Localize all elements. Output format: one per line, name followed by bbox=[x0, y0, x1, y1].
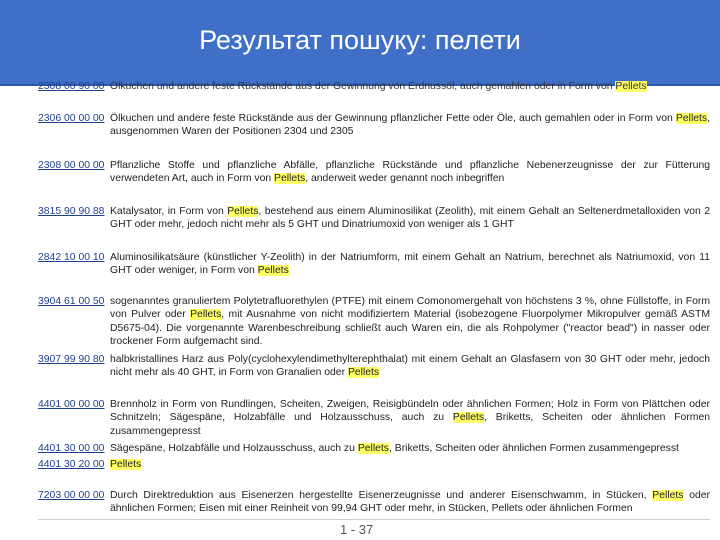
result-text: oder ähnlichen Formen; Eisen mit einer Reinheit von 99,94 GHT oder mehr, in Stücken, Pellets oder ähnlichen Formen bbox=[110, 490, 710, 515]
result-code-link[interactable]: 2308 00 90 00 bbox=[38, 81, 105, 92]
result-code-link[interactable]: 3907 99 90 80 bbox=[38, 354, 105, 365]
result-text: , mit Ausnahme von nicht modifiziertem Material (isobezogene Fluorpolymer Mikropulver gemäß ASTM D5675-04). Die vorgenannte Warenbeschreibung schließt auch Waren ein, die als Rohpolymer ("reactor bead") in nasser oder trockener Form aufgemacht sind. bbox=[110, 309, 710, 348]
search-highlight: Pellets bbox=[675, 113, 708, 124]
result-text: Olkuchen und andere feste Rückstände aus der Gewinnung von Erdnussöl, auch gemahlen oder in Form von bbox=[110, 81, 616, 92]
result-description bbox=[110, 159, 710, 186]
result-text: Durch Direktreduktion aus Eisenerzen hergestellte Eisenerzeugnisse und anderer Eisenschwamm, in Stücken, bbox=[110, 490, 653, 501]
result-code-link[interactable]: 4401 30 00 00 bbox=[38, 443, 105, 454]
result-description bbox=[110, 398, 710, 438]
result-text: , Briketts, Scheiten oder ähnlichen Formen zusammengepresst bbox=[110, 412, 710, 437]
search-results-list bbox=[38, 64, 710, 520]
result-description bbox=[110, 80, 710, 93]
result-code-link[interactable]: 4401 00 00 00 bbox=[38, 399, 105, 410]
result-text: , bestehend aus einem Aluminosilikat (Zeolith), mit einem Gehalt an Seltenerdmetalloxiden von 2 GHT oder mehr, jedoch nicht mehr als 5 GHT und Dinatriumoxid von weniger als 1 GHT bbox=[110, 206, 710, 231]
result-description bbox=[110, 353, 710, 380]
result-text: , anderweit weder genannt noch inbegriffen bbox=[305, 173, 505, 185]
search-highlight: Pellets bbox=[452, 412, 485, 424]
search-highlight: Pellets bbox=[652, 490, 684, 501]
result-code-link[interactable]: 2308 00 00 00 bbox=[38, 160, 105, 171]
result-item bbox=[38, 80, 710, 93]
result-item bbox=[38, 159, 710, 186]
search-highlight: Pellets bbox=[110, 459, 142, 470]
result-code-link[interactable]: 2306 00 00 00 bbox=[38, 113, 105, 124]
result-item bbox=[38, 251, 710, 278]
search-highlight: Pellets bbox=[257, 265, 289, 277]
result-text: Katalysator, in Form von bbox=[110, 206, 228, 217]
result-text: sogenanntes granuliertem Polytetrafluorethylen (PTFE) mit einem Comonomergehalt von höchstens 3 %, ohne Füllstoffe, in Form von Pulver oder bbox=[110, 296, 710, 321]
result-description bbox=[110, 442, 710, 455]
result-description bbox=[110, 251, 710, 278]
result-text: Sägespäne, Holzabfälle und Holzausschuss, auch zu bbox=[110, 443, 358, 454]
result-text: Aluminosilikatsäure (künstlicher Y-Zeolith) in der Natriumform, mit einem Gehalt an Natrium, berechnet als Natriumoxid, von 11 GHT oder weniger, in Form von bbox=[110, 252, 710, 277]
page-number: 1 - 37 bbox=[340, 522, 374, 537]
result-description bbox=[110, 295, 710, 349]
result-text: , Briketts, Scheiten oder ähnlichen Formen zusammengepresst bbox=[389, 443, 679, 454]
result-description bbox=[110, 489, 710, 516]
result-description bbox=[110, 205, 710, 232]
search-highlight: Pellets bbox=[227, 206, 259, 217]
result-text: halbkristallines Harz aus Poly(cyclohexylendimethylterephthalat) mit einem Gehalt an Glasfasern von 30 GHT oder mehr, jedoch nicht mehr als 40 GHT, in Form von Granalien oder bbox=[110, 354, 710, 379]
result-item bbox=[38, 489, 710, 516]
search-highlight: Pellets bbox=[615, 81, 647, 92]
result-text: Pflanzliche Stoffe und pflanzliche Abfälle, pflanzliche Rückstände und pflanzliche Nebenerzeugnisse der zur Fütterung verwendeten Art, auch in Form von bbox=[110, 160, 710, 185]
result-text: Ölkuchen und andere feste Rückstände aus der Gewinnung pflanzlicher Fette oder Öle, auch gemahlen oder in Form von bbox=[110, 113, 676, 124]
result-description bbox=[110, 458, 710, 471]
divider bbox=[38, 519, 710, 520]
search-highlight: Pellets bbox=[274, 173, 306, 185]
result-code-link[interactable]: 4401 30 20 00 bbox=[38, 459, 105, 470]
result-text: , ausgenommen Waren der Positionen 2304 und 2305 bbox=[110, 113, 710, 138]
result-item bbox=[38, 205, 710, 232]
result-item bbox=[38, 442, 710, 455]
result-text: Brennholz in Form von Rundlingen, Scheiten, Zweigen, Reisigbündeln oder ähnlichen Formen; Holz in Form von Plättchen oder Schnitzeln; Sägespäne, Holzabfälle und Holzausschuss, auch zu bbox=[110, 399, 710, 424]
result-item bbox=[38, 112, 710, 139]
result-code-link[interactable]: 2842 10 00 10 bbox=[38, 252, 105, 263]
result-description bbox=[110, 112, 710, 139]
result-item bbox=[38, 353, 710, 380]
result-item bbox=[38, 398, 710, 438]
result-code-link[interactable]: 3904 61 00 50 bbox=[38, 296, 105, 307]
result-code-link[interactable]: 7203 00 00 00 bbox=[38, 490, 105, 501]
result-code-link[interactable]: 3815 90 90 88 bbox=[38, 206, 105, 217]
result-item bbox=[38, 295, 710, 349]
search-highlight: Pellets bbox=[347, 367, 380, 379]
search-highlight: Pellets bbox=[357, 443, 389, 454]
search-highlight: Pellets bbox=[190, 309, 222, 321]
result-item bbox=[38, 458, 710, 471]
page-title: Результат пошуку: пелети bbox=[199, 24, 521, 55]
